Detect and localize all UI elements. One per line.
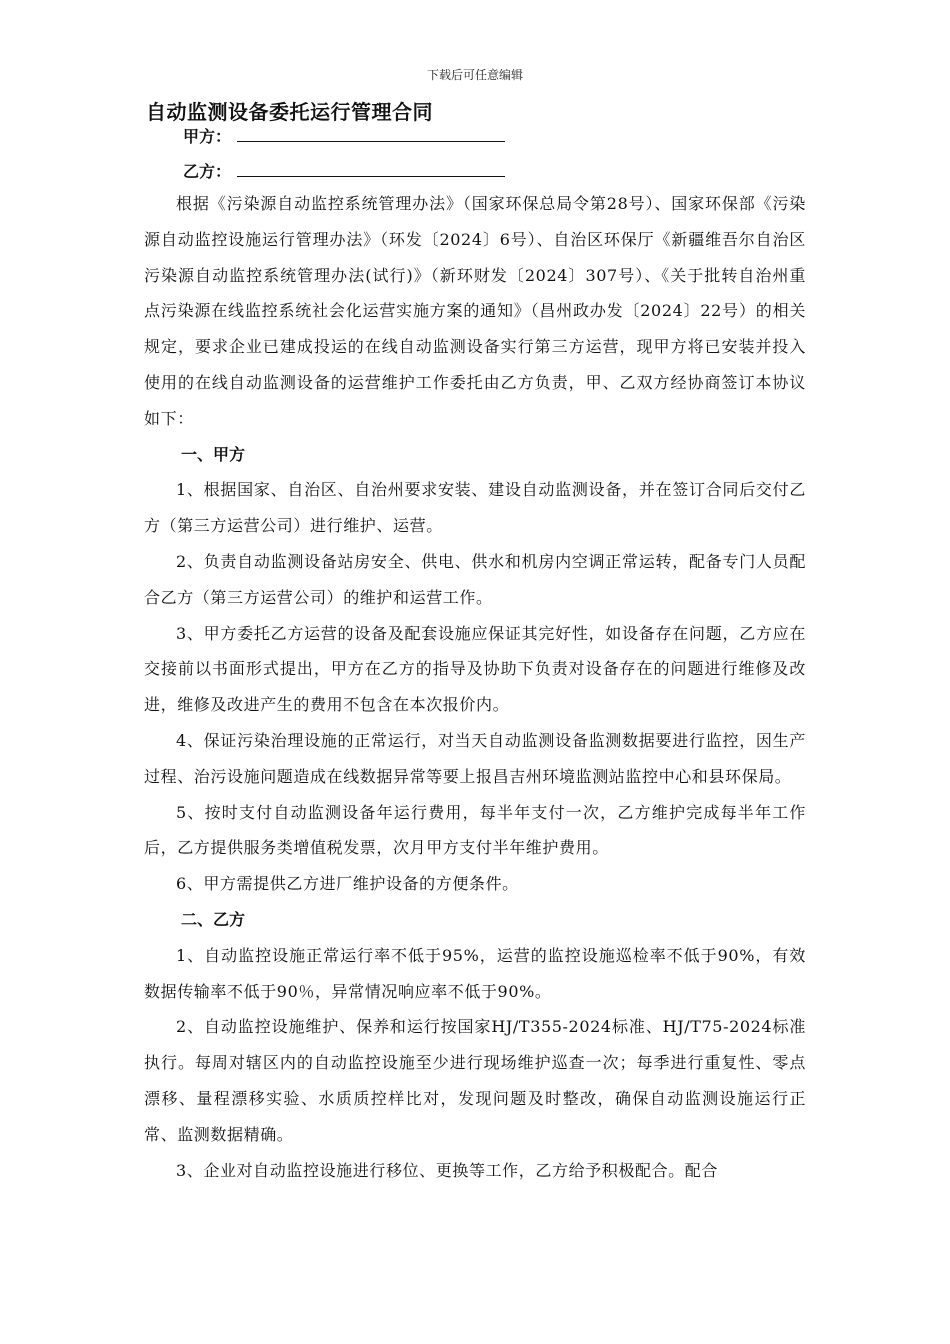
section-heading-party-b: 二、乙方: [181, 909, 246, 929]
party-b-clause: 3、企业对自动监控设施进行移位、更换等工作，乙方给予积极配合。配合: [176, 1160, 718, 1180]
intro-paragraph: 根据《污染源自动监控系统管理办法》（国家环保总局令第28号）、国家环保部《污染源自动监控设施运行管理办法》（环发〔2024〕6号）、自治区环保厅《新疆维吾尔自治区污染源自动监控系统管理办法(试行)》（新环财发〔2024〕307号）、《关于批转自治州重点污染源在线监控系统社会化运营实施方案的通知》（昌州政办发〔2024〕22号）的相关规定，要求企业已建成投运的在线自动监测设备实行第三方运营，现甲方将已安装并投入使用的在线自动监测设备的运营维护工作委托由乙方负责，甲、乙双方经协商签订本协议如下：: [144, 194, 806, 428]
party-b-blank-line: [237, 162, 505, 177]
party-b-label: 乙方：: [183, 162, 232, 181]
party-a-clause: 6、甲方需提供乙方进厂维护设备的方便条件。: [176, 874, 519, 894]
party-a-label: 甲方：: [183, 127, 232, 146]
party-b-field: [183, 159, 505, 182]
document-title: 自动监测设备委托运行管理合同: [146, 100, 433, 124]
party-a-clause: 2、负责自动监测设备站房安全、供电、供水和机房内空调正常运转，配备专门人员配合乙方（第三方运营公司）的维护和运营工作。: [144, 551, 806, 607]
party-a-clause: 5、按时支付自动监测设备年运行费用，每半年支付一次，乙方维护完成每半年工作后，乙方提供服务类增值税发票，次月甲方支付半年维护费用。: [144, 802, 806, 858]
party-b-clause: 2、自动监控设施维护、保养和运行按国家HJ/T355-2024标准、HJ/T75-2024标准执行。每周对辖区内的自动监控设施至少进行现场维护巡查一次；每季进行重复性、零点漂移、量程漂移实验、水质质控样比对，发现问题及时整改，确保自动监测设施运行正常、监测数据精确。: [144, 1017, 806, 1144]
party-a-field: [183, 124, 505, 147]
contract-body: [144, 186, 806, 1188]
party-a-clause: 4、保证污染治理设施的正常运行，对当天自动监测设备监测数据要进行监控，因生产过程、治污设施问题造成在线数据异常等要上报昌吉州环境监测站监控中心和县环保局。: [144, 730, 806, 786]
party-a-clause: 3、甲方委托乙方运营的设备及配套设施应保证其完好性，如设备存在问题，乙方应在交接前以书面形式提出，甲方在乙方的指导及协助下负责对设备存在的问题进行维修及改进，维修及改进产生的费用不包含在本次报价内。: [144, 623, 806, 715]
party-a-blank-line: [237, 127, 505, 142]
page-header-note: 下载后可任意编辑: [426, 68, 523, 82]
party-b-clause: 1、自动监控设施正常运行率不低于95%，运营的监控设施巡检率不低于90%，有效数据传输率不低于90％，异常情况响应率不低于90%。: [144, 945, 806, 1001]
section-heading-party-a: 一、甲方: [181, 444, 246, 464]
party-a-clause: 1、根据国家、自治区、自治州要求安装、建设自动监测设备，并在签订合同后交付乙方（第三方运营公司）进行维护、运营。: [144, 480, 806, 536]
